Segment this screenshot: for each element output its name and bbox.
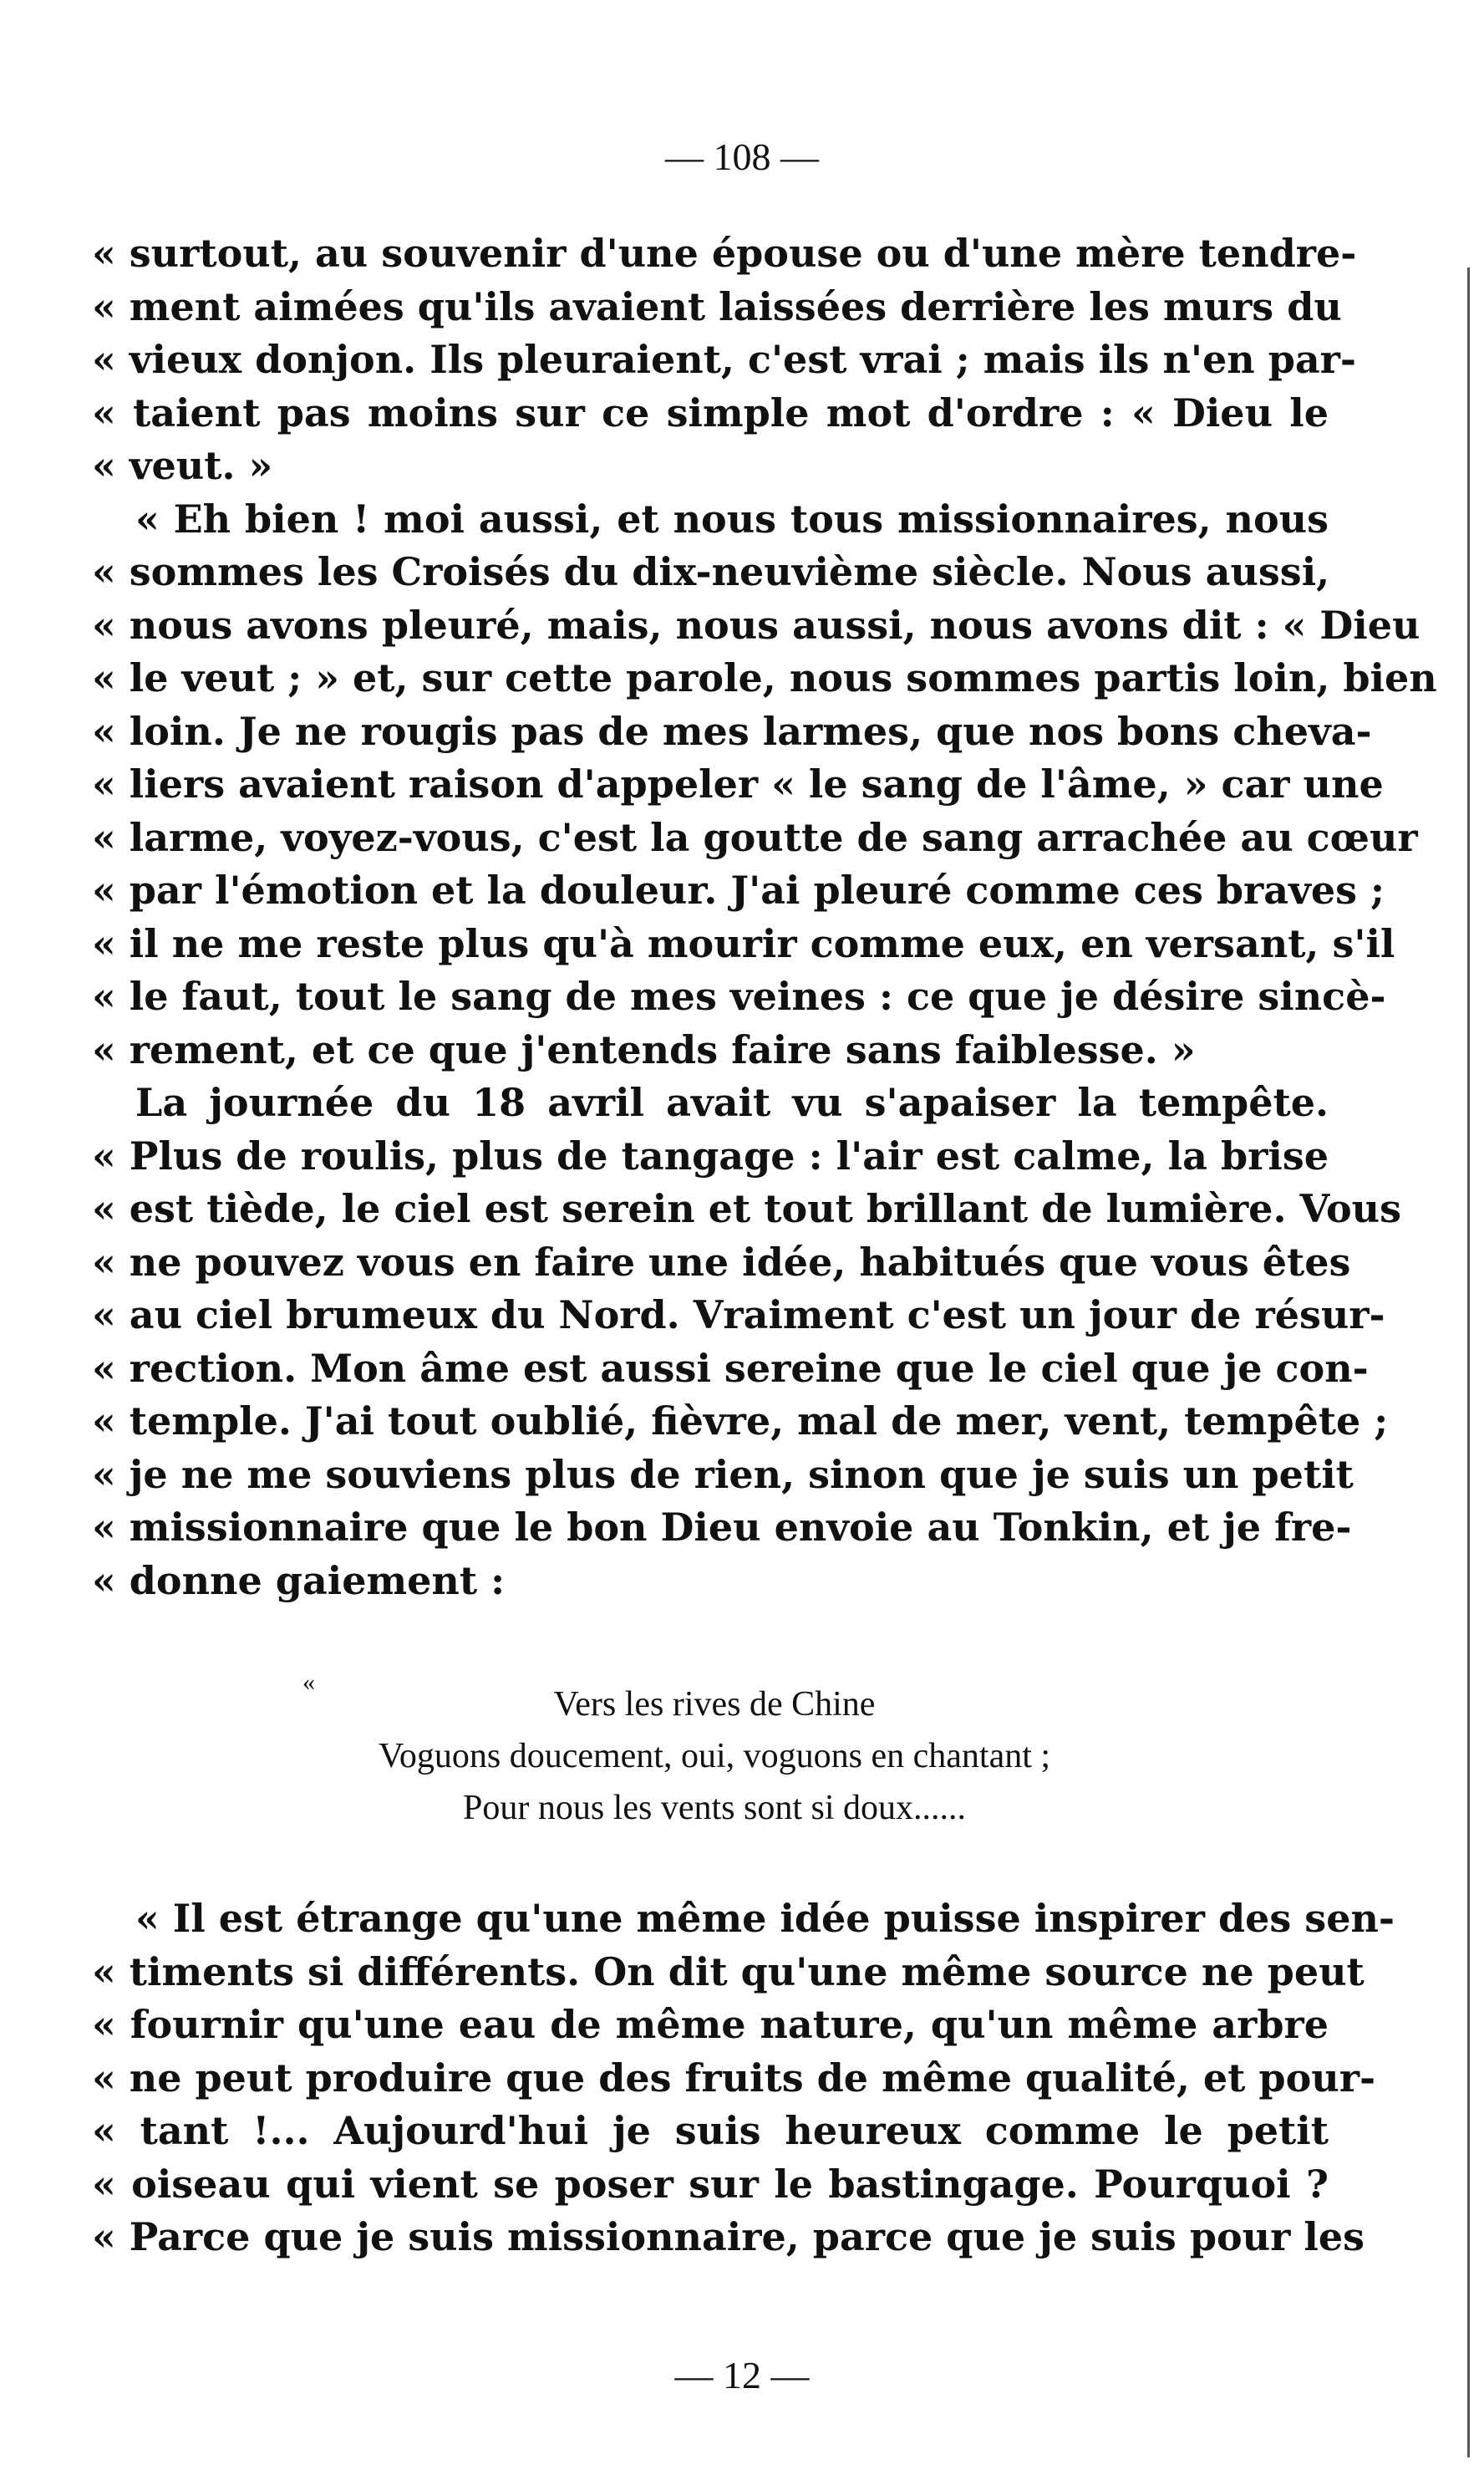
text-line: « par l'émotion et la douleur. J'ai pleuré comme ces braves ; bbox=[92, 868, 1385, 913]
text-line: « loin. Je ne rougis pas de mes larmes, que nos bons cheva- bbox=[92, 708, 1372, 754]
text-line: « est tiède, le ciel est serein et tout brillant de lumière. Vous bbox=[92, 1186, 1401, 1231]
text-block-top bbox=[92, 227, 1437, 1607]
text-line: « fournir qu'une eau de même nature, qu'un même arbre bbox=[92, 2002, 1329, 2047]
text-line: « le veut ; » et, sur cette parole, nous sommes partis loin, bien bbox=[92, 655, 1437, 700]
text-line: « oiseau qui vient se poser sur le bastingage. Pourquoi ? bbox=[92, 2161, 1329, 2207]
poem-line: Pour nous les vents sont si doux...... bbox=[462, 1789, 967, 1827]
signature-mark: — 12 — bbox=[674, 2354, 810, 2396]
text-line: « surtout, au souvenir d'une épouse ou d'une mère tendre- bbox=[92, 231, 1357, 276]
text-line: « taient pas moins sur ce simple mot d'ordre : « Dieu le bbox=[92, 390, 1329, 435]
text-line: « nous avons pleuré, mais, nous aussi, nous avons dit : « Dieu bbox=[92, 602, 1420, 648]
text-line: « liers avaient raison d'appeler « le sang de l'âme, » car une bbox=[92, 761, 1384, 807]
text-block-bottom bbox=[92, 1892, 1395, 2264]
text-line: « donne gaiement : bbox=[92, 1557, 506, 1603]
poem-verse bbox=[276, 1678, 1153, 1834]
text-line: « missionnaire que le bon Dieu envoie au Tonkin, et je fre- bbox=[92, 1505, 1352, 1550]
text-line: « le faut, tout le sang de mes veines : ce que je désire sincè- bbox=[92, 974, 1386, 1019]
text-line: « veut. » bbox=[92, 443, 273, 488]
text-line: « temple. J'ai tout oublié, fièvre, mal de mer, vent, tempête ; bbox=[92, 1398, 1389, 1444]
text-line: « il ne me reste plus qu'à mourir comme eux, en versant, s'il bbox=[92, 920, 1395, 966]
text-line: « rement, et ce que j'entends faire sans faiblesse. » bbox=[92, 1026, 1196, 1072]
text-line: « au ciel brumeux du Nord. Vraiment c'est un jour de résur- bbox=[92, 1292, 1385, 1337]
text-line: « timents si différents. On dit qu'une même source ne peut bbox=[92, 1948, 1365, 1994]
text-line: « Il est étrange qu'une même idée puisse inspirer des sen- bbox=[135, 1896, 1395, 1941]
text-line: La journée du 18 avril avait vu s'apaiser la tempête. bbox=[135, 1080, 1329, 1125]
page-edge-divider bbox=[1467, 267, 1475, 2457]
text-line: « rection. Mon âme est aussi sereine que le ciel que je con- bbox=[92, 1345, 1369, 1391]
text-line: « ne pouvez vous en faire une idée, habitués que vous êtes bbox=[92, 1239, 1351, 1285]
text-line: « tant !... Aujourd'hui je suis heureux comme le petit bbox=[92, 2108, 1329, 2153]
text-line: « larme, voyez-vous, c'est la goutte de sang arrachée au cœur bbox=[92, 814, 1418, 860]
text-line: « Eh bien ! moi aussi, et nous tous missionnaires, nous bbox=[135, 496, 1329, 542]
text-line: « sommes les Croisés du dix-neuvième siècle. Nous aussi, bbox=[92, 549, 1330, 594]
text-line: « je ne me souviens plus de rien, sinon que je suis un petit bbox=[92, 1451, 1354, 1497]
poem-quote-mark: « bbox=[302, 1668, 315, 1696]
text-line: « ne peut produire que des fruits de même qualité, et pour- bbox=[92, 2055, 1376, 2101]
poem-line: Vers les rives de Chine bbox=[553, 1685, 876, 1724]
poem-line: Voguons doucement, oui, voguons en chantant ; bbox=[378, 1737, 1051, 1775]
text-line: « Parce que je suis missionnaire, parce que je suis pour les bbox=[92, 2214, 1365, 2259]
text-line: « ment aimées qu'ils avaient laissées derrière les murs du bbox=[92, 283, 1342, 329]
page-number: — 108 — bbox=[665, 135, 819, 178]
text-line: « Plus de roulis, plus de tangage : l'air est calme, la brise bbox=[92, 1133, 1329, 1179]
text-line: « vieux donjon. Ils pleuraient, c'est vrai ; mais ils n'en par- bbox=[92, 337, 1357, 382]
